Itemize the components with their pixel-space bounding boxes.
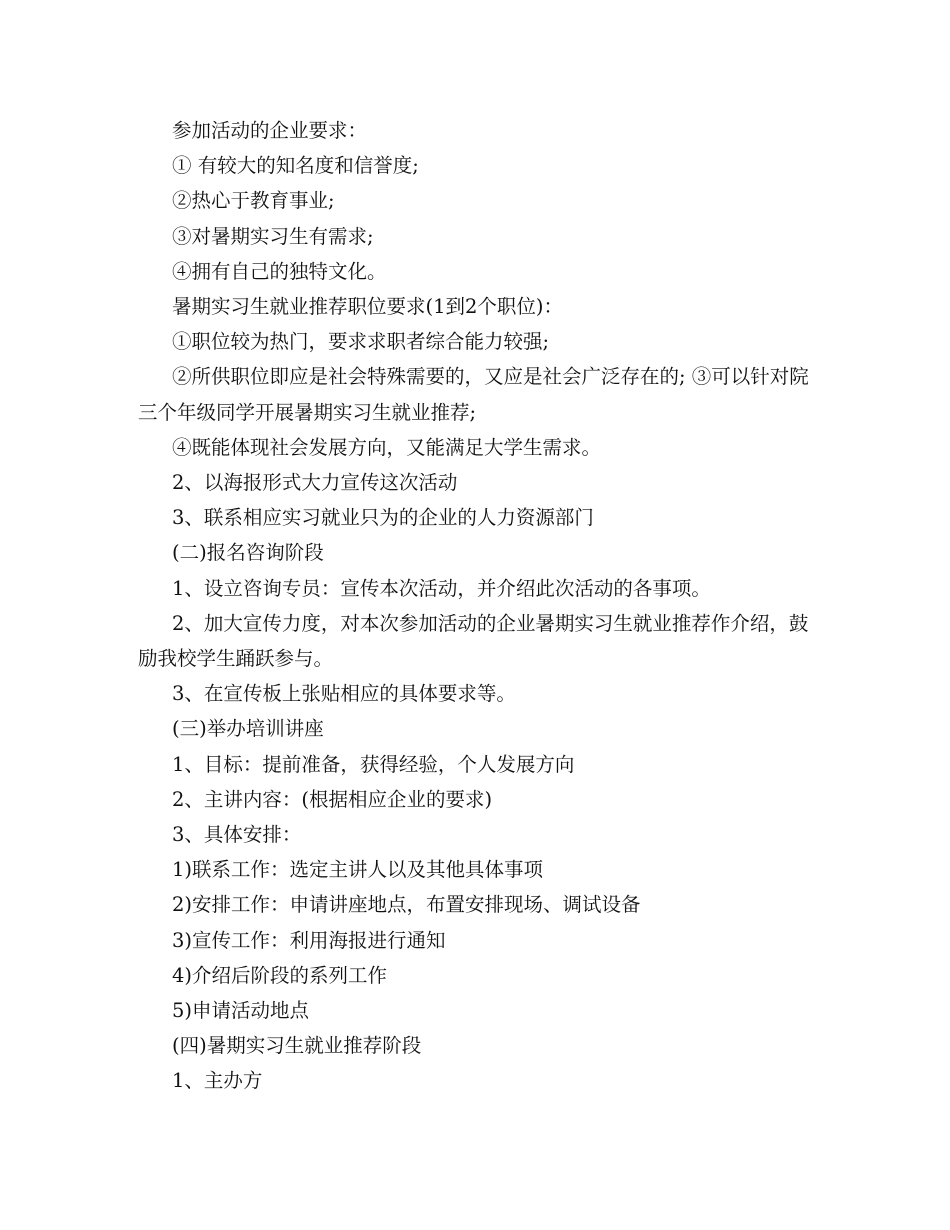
paragraph-training-content: 2、主讲内容：(根据相应企业的要求) [172, 787, 493, 811]
document-body [138, 113, 818, 1099]
paragraph-arrangement-heading: 3、具体安排： [172, 823, 302, 847]
paragraph-bulletin-board: 3、在宣传板上张贴相应的具体要求等。 [172, 682, 516, 706]
paragraph-training-goal: 1、目标：提前准备，获得经验，个人发展方向 [172, 752, 575, 776]
paragraph-consultant: 1、设立咨询专员：宣传本次活动，并介绍此次活动的各事项。 [172, 576, 711, 600]
paragraph-requirement-4: ④拥有自己的独特文化。 [172, 259, 387, 283]
paragraph-arrangement-3: 3)宣传工作：利用海报进行通知 [172, 928, 446, 952]
paragraph-arrangement-1: 1)联系工作：选定主讲人以及其他具体事项 [172, 858, 544, 882]
paragraph-company-requirements-heading: 参加活动的企业要求： [172, 119, 368, 142]
paragraph-position-requirements-heading: 暑期实习生就业推荐职位要求(1到2个职位)： [172, 295, 564, 319]
paragraph-poster-promotion: 2、以海报形式大力宣传这次活动 [172, 471, 458, 495]
section-heading-recommendation: (四)暑期实习生就业推荐阶段 [172, 1034, 422, 1058]
section-heading-training: (三)举办培训讲座 [172, 717, 324, 741]
paragraph-arrangement-4: 4)介绍后阶段的系列工作 [172, 963, 388, 987]
paragraph-organizer: 1、主办方 [172, 1069, 263, 1093]
paragraph-publicity: 2、加大宣传力度，对本次参加活动的企业暑期实习生就业推荐作介绍，鼓励我校学生踊跃参与。 [138, 611, 809, 671]
paragraph-arrangement-2: 2)安排工作：申请讲座地点，布置安排现场、调试设备 [172, 893, 641, 917]
paragraph-requirement-1: ① 有较大的知名度和信誉度; [172, 154, 419, 178]
paragraph-contact-hr: 3、联系相应实习就业只为的企业的人力资源部门 [172, 506, 594, 530]
paragraph-requirement-2: ②热心于教育事业; [172, 189, 335, 213]
paragraph-requirement-3: ③对暑期实习生有需求; [172, 224, 374, 248]
paragraph-position-requirement-1: ①职位较为热门，要求求职者综合能力较强; [172, 330, 550, 354]
paragraph-position-requirement-4: ④既能体现社会发展方向，又能满足大学生需求。 [172, 435, 602, 459]
paragraph-arrangement-5: 5)申请活动地点 [172, 999, 310, 1023]
section-heading-registration: (二)报名咨询阶段 [172, 541, 324, 565]
paragraph-position-requirement-2-3: ②所供职位即应是社会特殊需要的，又应是社会广泛存在的; ③可以针对院三个年级同学开展暑期实习生就业推荐; [138, 365, 809, 424]
